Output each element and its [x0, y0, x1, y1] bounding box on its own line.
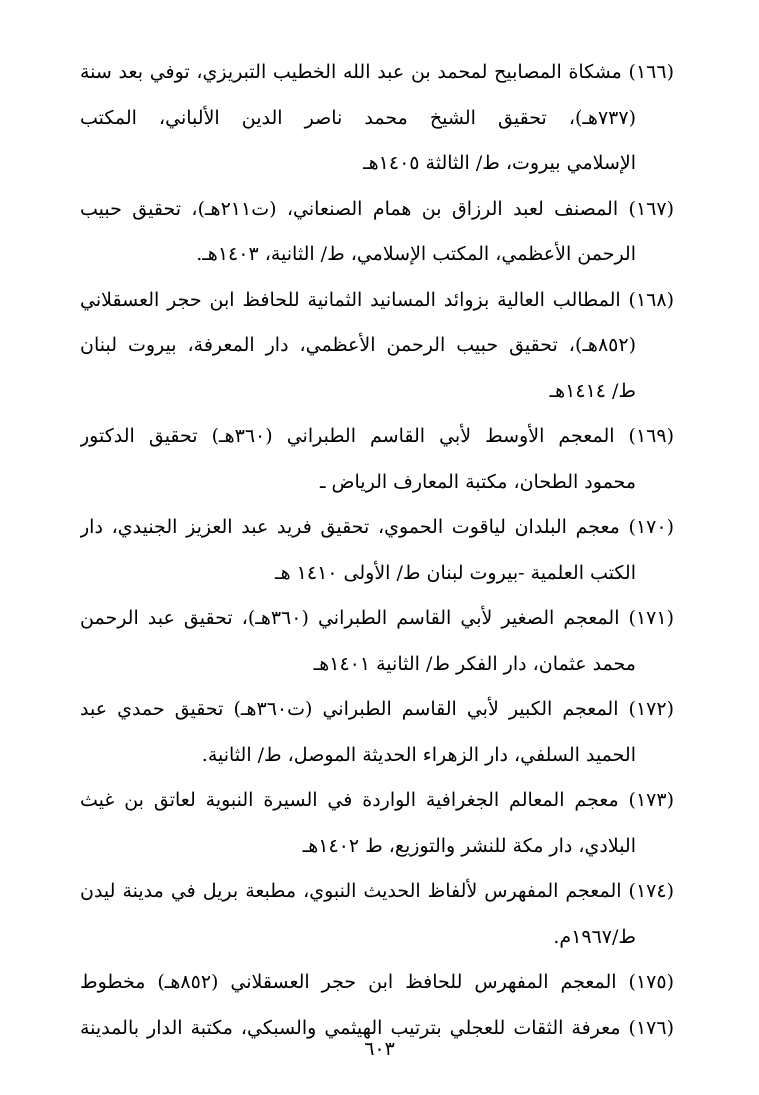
bibliography-entry-167	[80, 187, 674, 278]
bibliography-entry-175	[80, 960, 674, 1006]
bibliography-entry-173	[80, 778, 674, 869]
entry-line: محمود الطحان، مكتبة المعارف الرياض ـ	[319, 470, 636, 493]
entry-line: (١٦٨) المطالب العالية بزوائد المسانيد الثمانية للحافظ ابن حجر العسقلاني	[80, 288, 674, 311]
bibliography-entry-172	[80, 687, 674, 778]
entry-line: (١٧٣) معجم المعالم الجغرافية الواردة في السيرة النبوية لعاتق بن غيث	[80, 789, 674, 811]
entry-line: ط/١٩٦٧م.	[553, 925, 636, 948]
entry-line: (١٧٠) معجم البلدان لياقوت الحموي، تحقيق فريد عبد العزيز الجنيدي، دار	[80, 516, 674, 538]
entry-line: (١٦٧) المصنف لعبد الرزاق بن همام الصنعاني، (ت٢١١هـ)، تحقيق حبيب	[80, 197, 674, 220]
bibliography-entry-169	[80, 414, 674, 505]
entry-line: (٨٥٢هـ)، تحقيق حبيب الرحمن الأعظمي، دار المعرفة، بيروت لبنان	[80, 334, 636, 356]
bibliography-entry-168	[80, 278, 674, 415]
entry-line: (١٧٤) المعجم المفهرس لألفاظ الحديث النبوي، مطبعة بريل في مدينة ليدن	[80, 880, 674, 902]
page-number: ٦٠٣	[364, 1038, 395, 1060]
entry-line: (١٧١) المعجم الصغير لأبي القاسم الطبراني (٣٦٠هـ)، تحقيق عبد الرحمن	[80, 607, 674, 629]
entry-line: الإسلامي بيروت، ط/ الثالثة ١٤٠٥هـ	[363, 152, 636, 174]
entry-line: (١٧٢) المعجم الكبير لأبي القاسم الطبراني (ت٣٦٠هـ) تحقيق حمدي عبد	[80, 698, 674, 720]
entry-line: ط/ ١٤١٤هـ	[549, 379, 636, 402]
bibliography-entry-166	[80, 50, 674, 187]
bibliography-entry-171	[80, 596, 674, 687]
bibliography-list	[80, 50, 674, 1051]
entry-line: البلادي، دار مكة للنشر والتوزيع، ط ١٤٠٢هـ	[302, 834, 636, 857]
bibliography-entry-170	[80, 505, 674, 596]
entry-line: (١٧٦) معرفة الثقات للعجلي بترتيب الهيثمي والسبكي، مكتبة الدار بالمدينة	[80, 1016, 674, 1039]
entry-line: الكتب العلمية -بيروت لبنان ط/ الأولى ١٤١٠ هـ	[275, 561, 636, 584]
entry-line: محمد عثمان، دار الفكر ط/ الثانية ١٤٠١هـ	[313, 652, 636, 675]
entry-line: (٧٣٧هـ)، تحقيق الشيخ محمد ناصر الدين الألباني، المكتب	[80, 106, 636, 129]
entry-line: (١٦٦) مشكاة المصابيح لمحمد بن عبد الله الخطيب التبريزي، توفي بعد سنة	[80, 61, 674, 83]
entry-line: الحميد السلفي، دار الزهراء الحديثة الموصل، ط/ الثانية.	[201, 743, 636, 766]
entry-line: الرحمن الأعظمي، المكتب الإسلامي، ط/ الثانية، ١٤٠٣هـ.	[196, 243, 636, 265]
bibliography-entry-174	[80, 869, 674, 960]
entry-line: (١٧٥) المعجم المفهرس للحافظ ابن حجر العسقلاني (٨٥٢هـ) مخطوط	[80, 971, 674, 993]
entry-line: (١٦٩) المعجم الأوسط لأبي القاسم الطبراني (٣٦٠هـ) تحقيق الدكتور	[80, 425, 674, 447]
